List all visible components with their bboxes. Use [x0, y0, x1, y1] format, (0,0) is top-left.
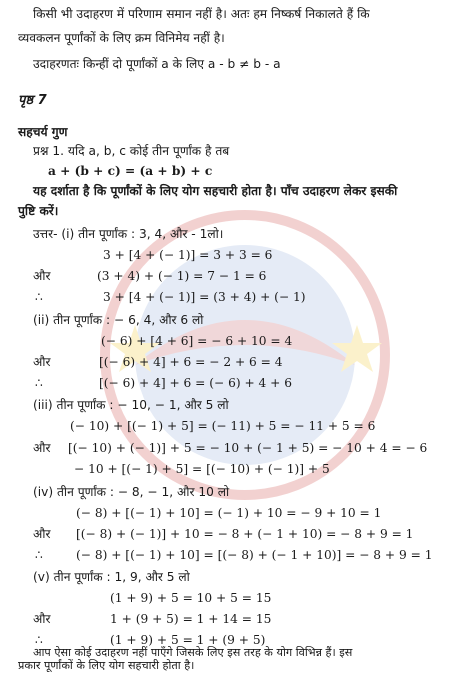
answer-iii-eq1: (− 10) + [(− 1) + 5] = (− 11) + 5 = − 11 + 5 = 6 — [70, 419, 376, 433]
answer-iv-and: और — [33, 527, 51, 541]
answer-i-therefore: ∴ — [35, 290, 43, 304]
answer-v-eq3: (1 + 9) + 5 = 1 + (9 + 5) — [110, 633, 266, 647]
answer-iii-eq3: − 10 + [(− 1) + 5] = [(− 10) + (− 1)] + 5 — [74, 462, 330, 476]
intro-line-1: किसी भी उदाहरण में परिणाम समान नहीं है। अतः हम निष्कर्ष निकालते हैं कि — [33, 7, 370, 21]
intro-line-2: व्यवकलन पूर्णांकों के लिए क्रम विनिमेय नहीं है। — [18, 31, 225, 45]
answer-ii-title: (ii) तीन पूर्णांक : − 6, 4, और 6 लो — [33, 313, 204, 327]
answer-ii-therefore: ∴ — [35, 376, 43, 390]
section-title: सहचर्य गुण — [18, 125, 68, 139]
question-line-2: यह दर्शाता है कि पूर्णांकों के लिए योग सहचारी होता है। पाँच उदाहरण लेकर इसकी — [33, 184, 398, 198]
answer-i-eq3: 3 + [4 + (− 1)] = (3 + 4) + (− 1) — [103, 290, 306, 304]
answer-iii-title: (iii) तीन पूर्णांक : − 10, − 1, और 5 लो — [33, 398, 229, 412]
question-line: प्रश्न 1. यदि a, b, c कोई तीन पूर्णांक है तब — [33, 144, 230, 158]
conclusion-line-2: प्रकार पूर्णांकों के लिए योग सहचारी होता है। — [18, 659, 195, 672]
answer-i-title: उत्तर- (i) तीन पूर्णांक : 3, 4, और - 1लो। — [33, 227, 224, 241]
question-identity: a + (b + c) = (a + b) + c — [48, 164, 213, 178]
answer-ii-eq2: [(− 6) + 4] + 6 = − 2 + 6 = 4 — [99, 355, 283, 369]
answer-ii-eq1: (− 6) + [4 + 6] = − 6 + 10 = 4 — [101, 334, 293, 348]
answer-v-eq2: 1 + (9 + 5) = 1 + 14 = 15 — [110, 612, 272, 626]
answer-v-therefore: ∴ — [35, 633, 43, 647]
answer-iv-title: (iv) तीन पूर्णांक : − 8, − 1, और 10 लो — [33, 485, 230, 499]
answer-iii-eq2: [(− 10) + (− 1)] + 5 = − 10 + (− 1 + 5) = − 10 + 4 = − 6 — [68, 441, 428, 455]
answer-v-eq1: (1 + 9) + 5 = 10 + 5 = 15 — [110, 591, 272, 605]
answer-v-and: और — [33, 612, 51, 626]
answer-i-eq2: (3 + 4) + (− 1) = 7 − 1 = 6 — [97, 269, 267, 283]
question-line-3: पुष्टि करें। — [18, 204, 59, 218]
conclusion-line-1: आप ऐसा कोई उदाहरण नहीं पाएँगे जिसके लिए इस तरह के योग विभिन्न हैं। इस — [33, 646, 353, 659]
intro-example: उदाहरणतः किन्हीं दो पूर्णांकों a के लिए a - b ≠ b - a — [33, 57, 281, 71]
page-label: पृष्ठ 7 — [18, 93, 47, 108]
answer-iv-eq1: (− 8) + [(− 1) + 10] = (− 1) + 10 = − 9 + 10 = 1 — [76, 506, 382, 520]
answer-iv-eq2: [(− 8) + (− 1)] + 10 = − 8 + (− 1 + 10) = − 8 + 9 = 1 — [76, 527, 414, 541]
answer-iii-and: और — [33, 441, 51, 455]
answer-i-and: और — [33, 269, 51, 283]
answer-v-title: (v) तीन पूर्णांक : 1, 9, और 5 लो — [33, 570, 190, 584]
answer-ii-and: और — [33, 355, 51, 369]
answer-iv-eq3: (− 8) + [(− 1) + 10] = [(− 8) + (− 1 + 10)] = − 8 + 9 = 1 — [76, 548, 433, 562]
answer-iv-therefore: ∴ — [35, 548, 43, 562]
answer-ii-eq3: [(− 6) + 4] + 6 = (− 6) + 4 + 6 — [99, 376, 293, 390]
answer-i-eq1: 3 + [4 + (− 1)] = 3 + 3 = 6 — [103, 248, 273, 262]
